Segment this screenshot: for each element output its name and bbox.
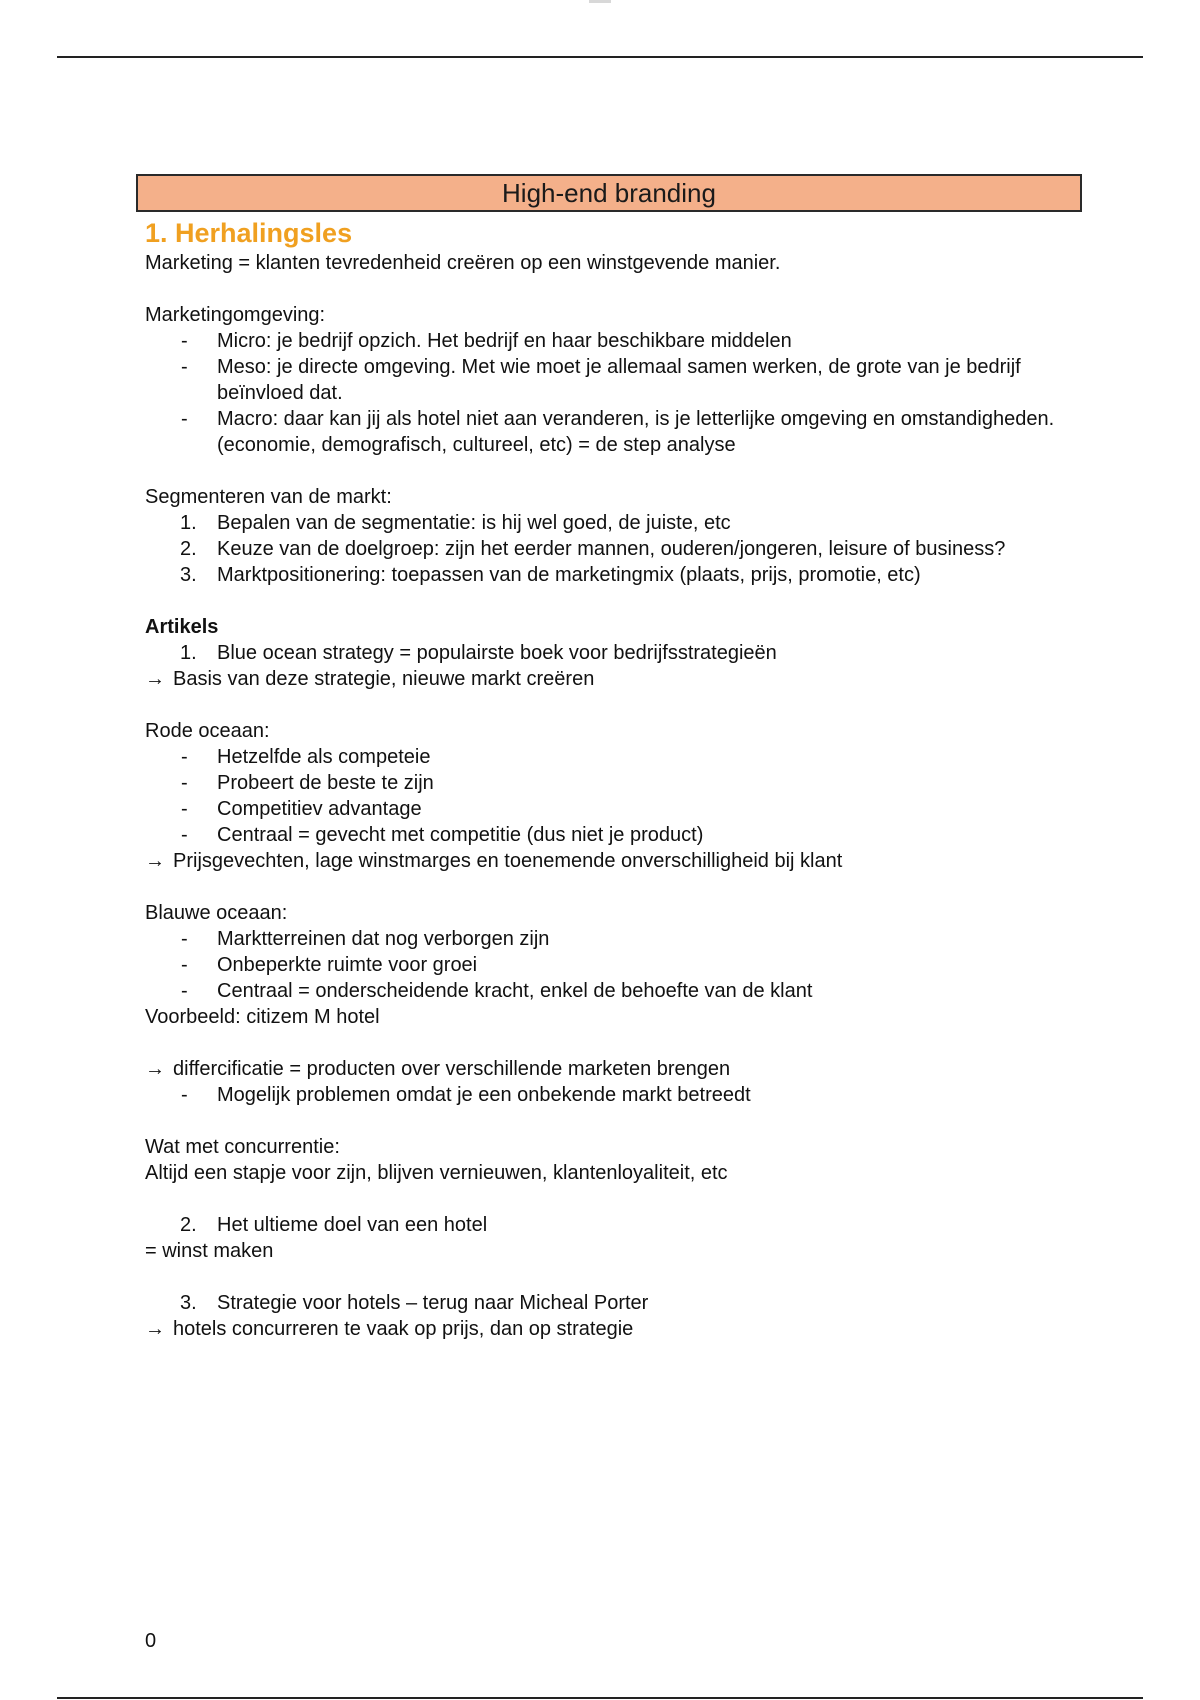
differcificatie-list xyxy=(145,1082,1105,1108)
list-item: - Centraal = gevecht met competitie (dus niet je product) xyxy=(217,822,1105,848)
section-heading: 1. Herhalingsles xyxy=(145,218,353,248)
strategie-arrow-line: → hotels concurreren te vaak op prijs, dan op strategie xyxy=(145,1318,634,1340)
list-item: - Micro: je bedrijf opzich. Het bedrijf en haar beschikbare middelen xyxy=(217,328,1105,354)
page-title: High-end branding xyxy=(136,174,1082,212)
header-rule xyxy=(57,56,1143,58)
list-item: - Hetzelfde als competeie xyxy=(217,744,1105,770)
doel-answer: = winst maken xyxy=(145,1240,274,1262)
list-item: 1. Blue ocean strategy = populairste boek voor bedrijfsstrategieën xyxy=(180,642,777,664)
list-item: 2. Het ultieme doel van een hotel xyxy=(180,1214,488,1236)
list-item: - Centraal = onderscheidende kracht, enkel de behoefte van de klant xyxy=(217,978,1105,1004)
list-item: - Probeert de beste te zijn xyxy=(217,770,1105,796)
segmenteren-label: Segmenteren van de markt: xyxy=(145,486,392,508)
list-item: - Macro: daar kan jij als hotel niet aan veranderen, is je letterlijke omgeving en omstandigheden. (economie, demografisch, cultureel, etc) = de step analyse xyxy=(217,406,1105,458)
list-item: 2. Keuze van de doelgroep: zijn het eerder mannen, ouderen/jongeren, leisure of business? xyxy=(180,538,1006,560)
omgeving-list xyxy=(145,328,1105,458)
arrow-icon: → xyxy=(145,850,165,872)
doel-list xyxy=(145,1212,1105,1238)
marketing-definition: Marketing = klanten tevredenheid creëren op een winstgevende manier. xyxy=(145,252,781,274)
segmenteren-list xyxy=(145,510,1105,588)
list-item: 3. Marktpositionering: toepassen van de marketingmix (plaats, prijs, promotie, etc) xyxy=(180,564,921,586)
list-item: - Onbeperkte ruimte voor groei xyxy=(217,952,1105,978)
voorbeeld-line: Voorbeeld: citizem M hotel xyxy=(145,1006,380,1028)
list-item: - Meso: je directe omgeving. Met wie moet je allemaal samen werken, de grote van je bedrijf beïnvloed dat. xyxy=(217,354,1105,406)
list-item: 1. Bepalen van de segmentatie: is hij wel goed, de juiste, etc xyxy=(180,512,731,534)
list-item: - Mogelijk problemen omdat je een onbekende markt betreedt xyxy=(217,1082,1105,1108)
arrow-icon: → xyxy=(145,1058,165,1080)
rode-oceaan-list xyxy=(145,744,1105,848)
strategie-list xyxy=(145,1290,1105,1316)
artikels-heading: Artikels xyxy=(145,616,219,638)
list-item: - Marktterreinen dat nog verborgen zijn xyxy=(217,926,1105,952)
blauwe-oceaan-list xyxy=(145,926,1105,1004)
blauwe-oceaan-label: Blauwe oceaan: xyxy=(145,902,288,924)
top-center-mark xyxy=(589,0,611,3)
document-body xyxy=(145,216,1105,1342)
rode-oceaan-label: Rode oceaan: xyxy=(145,720,270,742)
concurrentie-label: Wat met concurrentie: xyxy=(145,1136,340,1158)
artikels-arrow-line: → Basis van deze strategie, nieuwe markt creëren xyxy=(145,668,595,690)
list-item: 3. Strategie voor hotels – terug naar Micheal Porter xyxy=(180,1292,649,1314)
concurrentie-text: Altijd een stapje voor zijn, blijven vernieuwen, klantenloyaliteit, etc xyxy=(145,1162,728,1184)
differcificatie-arrow-line: → differcificatie = producten over verschillende marketen brengen xyxy=(145,1058,731,1080)
page-number: 0 xyxy=(145,1630,157,1652)
arrow-icon: → xyxy=(145,668,165,690)
arrow-icon: → xyxy=(145,1318,165,1340)
rode-oceaan-arrow-line: → Prijsgevechten, lage winstmarges en toenemende onverschilligheid bij klant xyxy=(145,850,843,872)
artikels-list xyxy=(145,640,1105,666)
footer-rule xyxy=(57,1697,1143,1699)
omgeving-label: Marketingomgeving: xyxy=(145,304,326,326)
list-item: - Competitiev advantage xyxy=(217,796,1105,822)
